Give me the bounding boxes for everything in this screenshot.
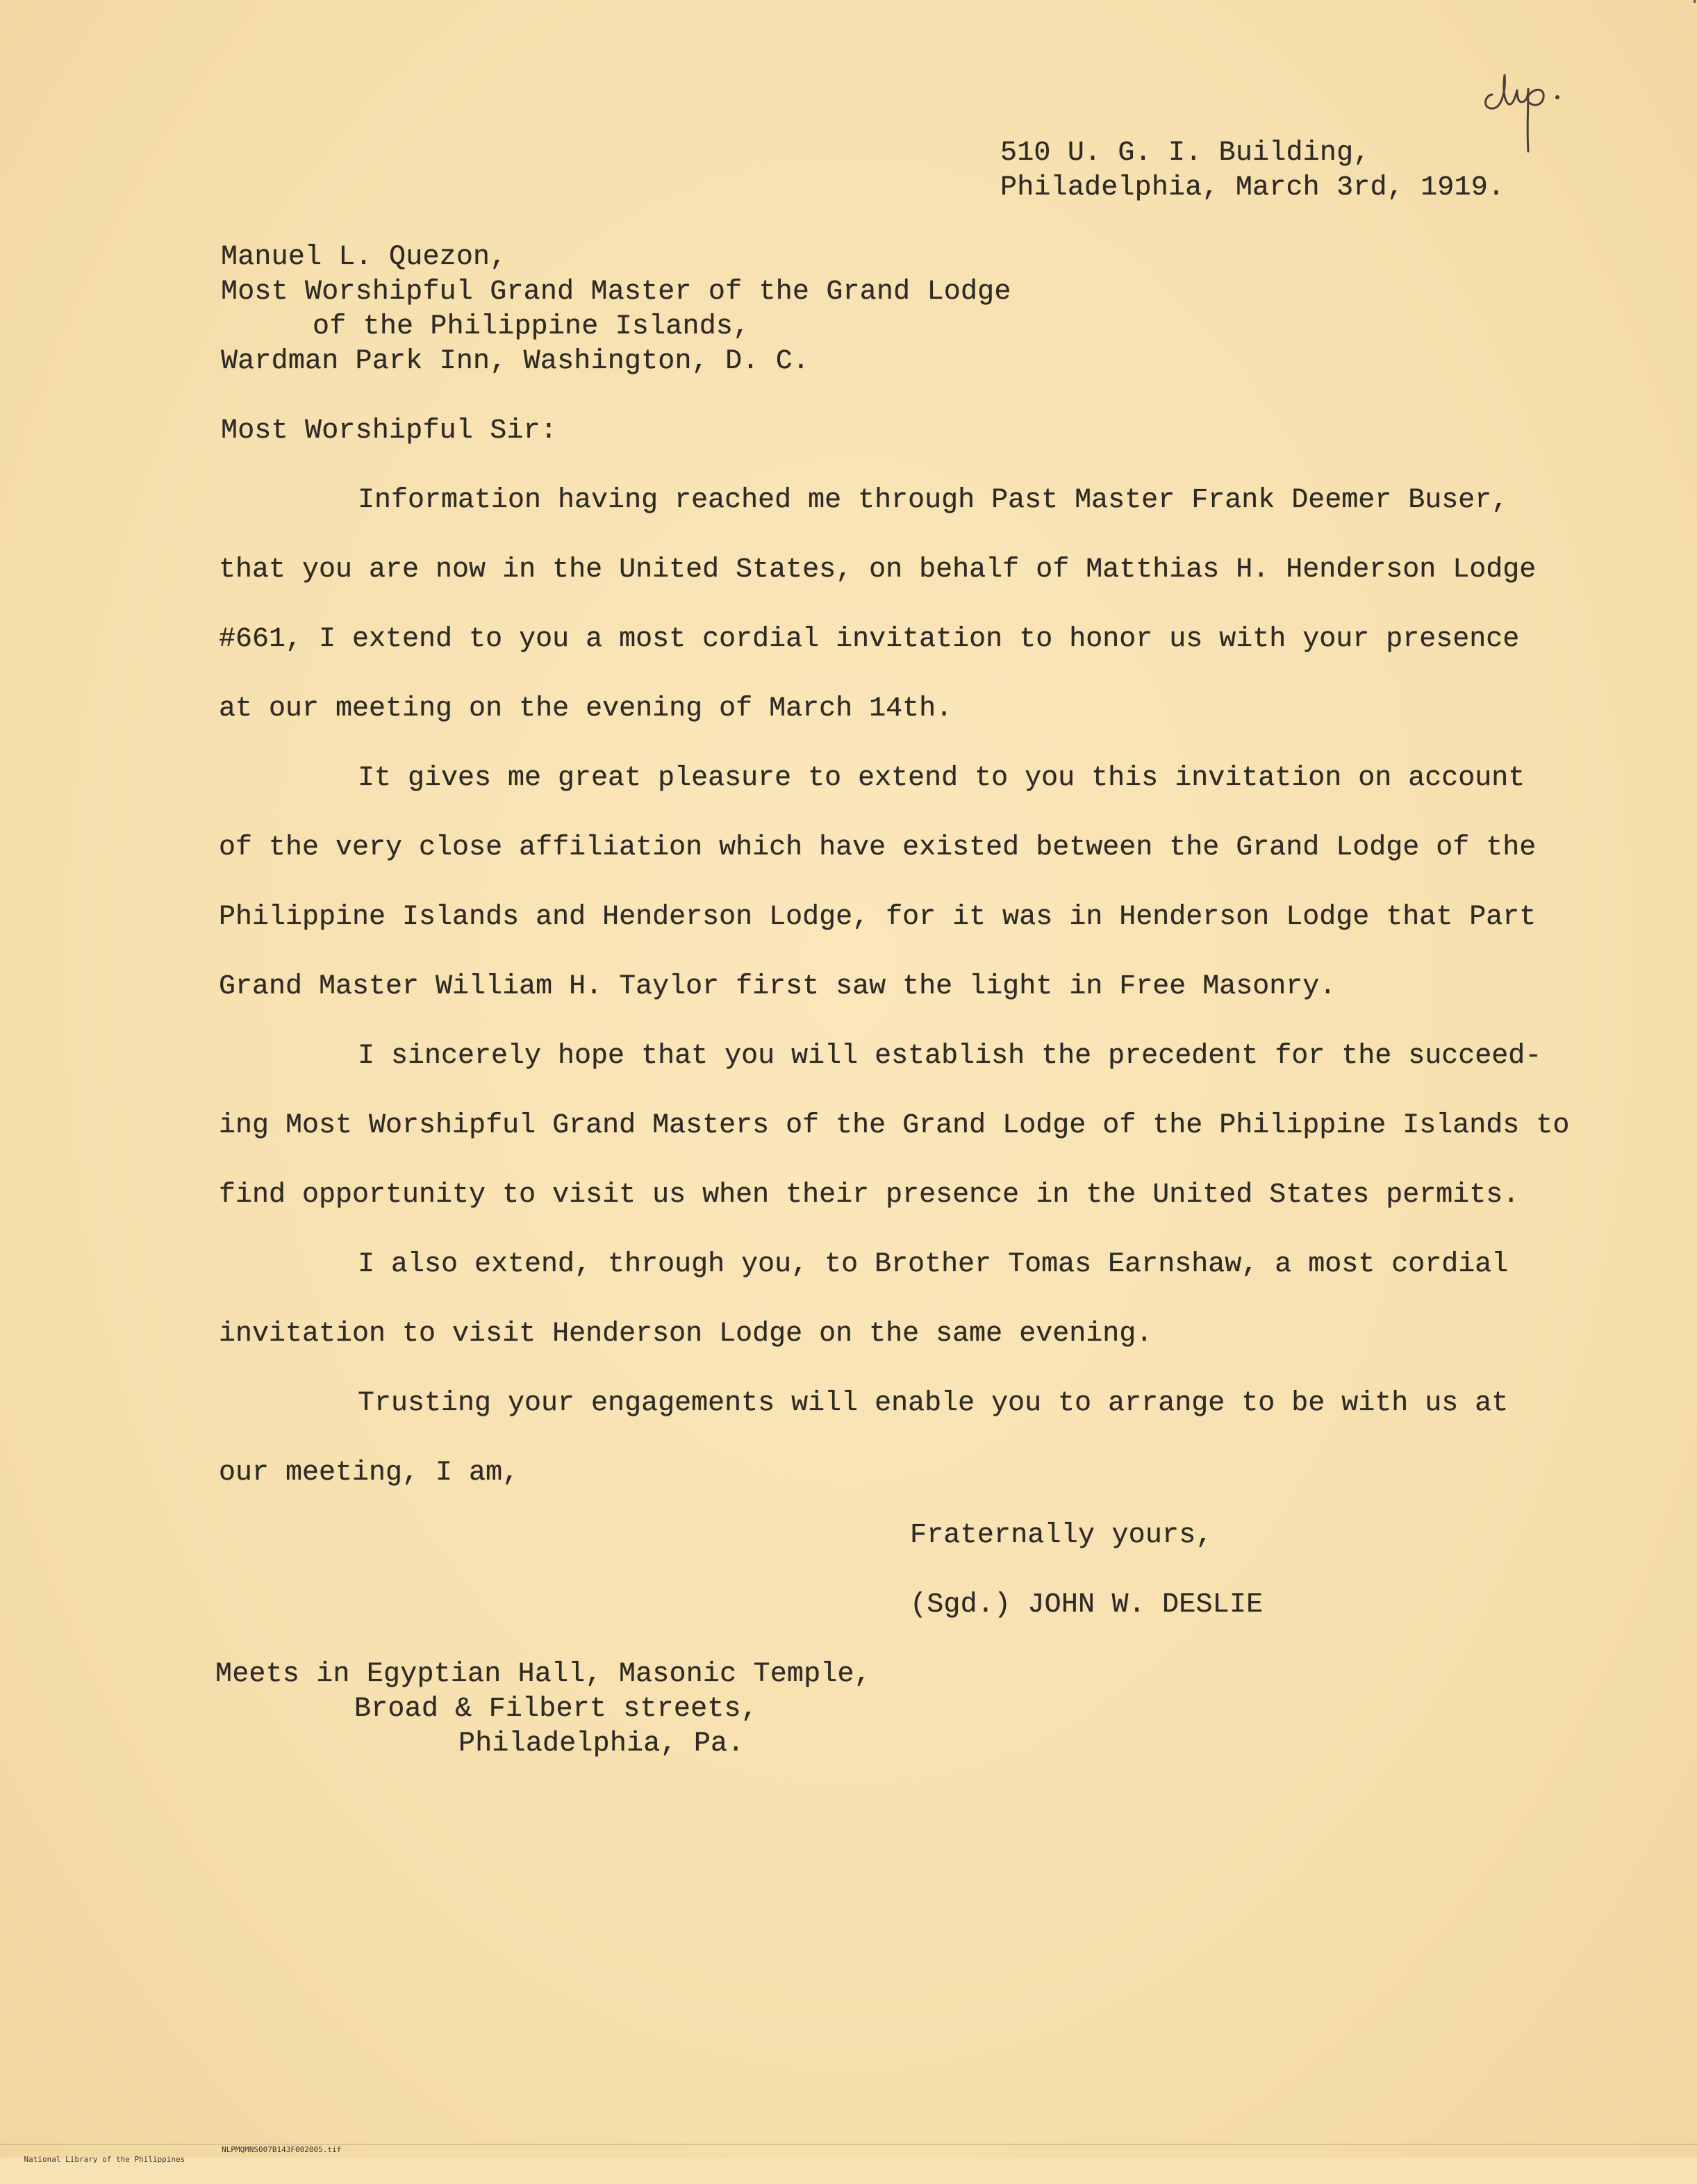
- signature: (Sgd.) JOHN W. DESLIE: [910, 1589, 1264, 1621]
- body-line: I also extend, through you, to Brother Tomas Earnshaw, a most cordial: [358, 1249, 1509, 1280]
- body-line: It gives me great pleasure to extend to you this invitation on account: [358, 763, 1525, 794]
- handwritten-note-dup: [1478, 54, 1575, 158]
- sender-address-line1: 510 U. G. I. Building,: [1000, 138, 1371, 169]
- body-line: Information having reached me through Past Master Frank Deemer Buser,: [358, 485, 1509, 516]
- recipient-name: Manuel L. Quezon,: [221, 242, 507, 273]
- closing: Fraternally yours,: [910, 1520, 1213, 1551]
- meeting-place-line2: Broad & Filbert streets,: [354, 1694, 758, 1725]
- body-line: Grand Master William H. Taylor first saw the light in Free Masonry.: [219, 971, 1336, 1002]
- footer-library: National Library of the Philippines: [24, 2155, 185, 2164]
- body-line: Trusting your engagements will enable you to arrange to be with us at: [358, 1388, 1509, 1419]
- body-line: #661, I extend to you a most cordial invitation to honor us with your presence: [219, 624, 1520, 655]
- recipient-address: Wardman Park Inn, Washington, D. C.: [221, 346, 810, 377]
- body-line: at our meeting on the evening of March 14th.: [219, 693, 953, 725]
- body-line: of the very close affiliation which have existed between the Grand Lodge of the: [219, 832, 1537, 863]
- meeting-place-line3: Philadelphia, Pa.: [458, 1728, 745, 1760]
- scan-edge-mark: [1694, 0, 1696, 3]
- recipient-title-line2: of the Philippine Islands,: [313, 311, 750, 342]
- body-line: find opportunity to visit us when their presence in the United States permits.: [219, 1180, 1520, 1211]
- body-line: I sincerely hope that you will establish the precedent for the succeed-: [358, 1041, 1542, 1072]
- body-line: Philippine Islands and Henderson Lodge, for it was in Henderson Lodge that Part: [219, 902, 1537, 933]
- recipient-title-line1: Most Worshipful Grand Master of the Grand Lodge: [221, 276, 1011, 308]
- body-line: ing Most Worshipful Grand Masters of the Grand Lodge of the Philippine Islands to: [219, 1110, 1570, 1141]
- body-line: our meeting, I am,: [219, 1457, 520, 1489]
- body-line: invitation to visit Henderson Lodge on the same evening.: [219, 1318, 1153, 1350]
- meeting-place-line1: Meets in Egyptian Hall, Masonic Temple,: [215, 1659, 871, 1690]
- letter-date: Philadelphia, March 3rd, 1919.: [1000, 172, 1505, 204]
- body-line: that you are now in the United States, on behalf of Matthias H. Henderson Lodge: [219, 554, 1537, 586]
- footer-filename: NLPMQMNS007B143F002005.tif: [222, 2145, 342, 2154]
- scan-footer: [6, 2145, 342, 2184]
- salutation: Most Worshipful Sir:: [221, 415, 558, 447]
